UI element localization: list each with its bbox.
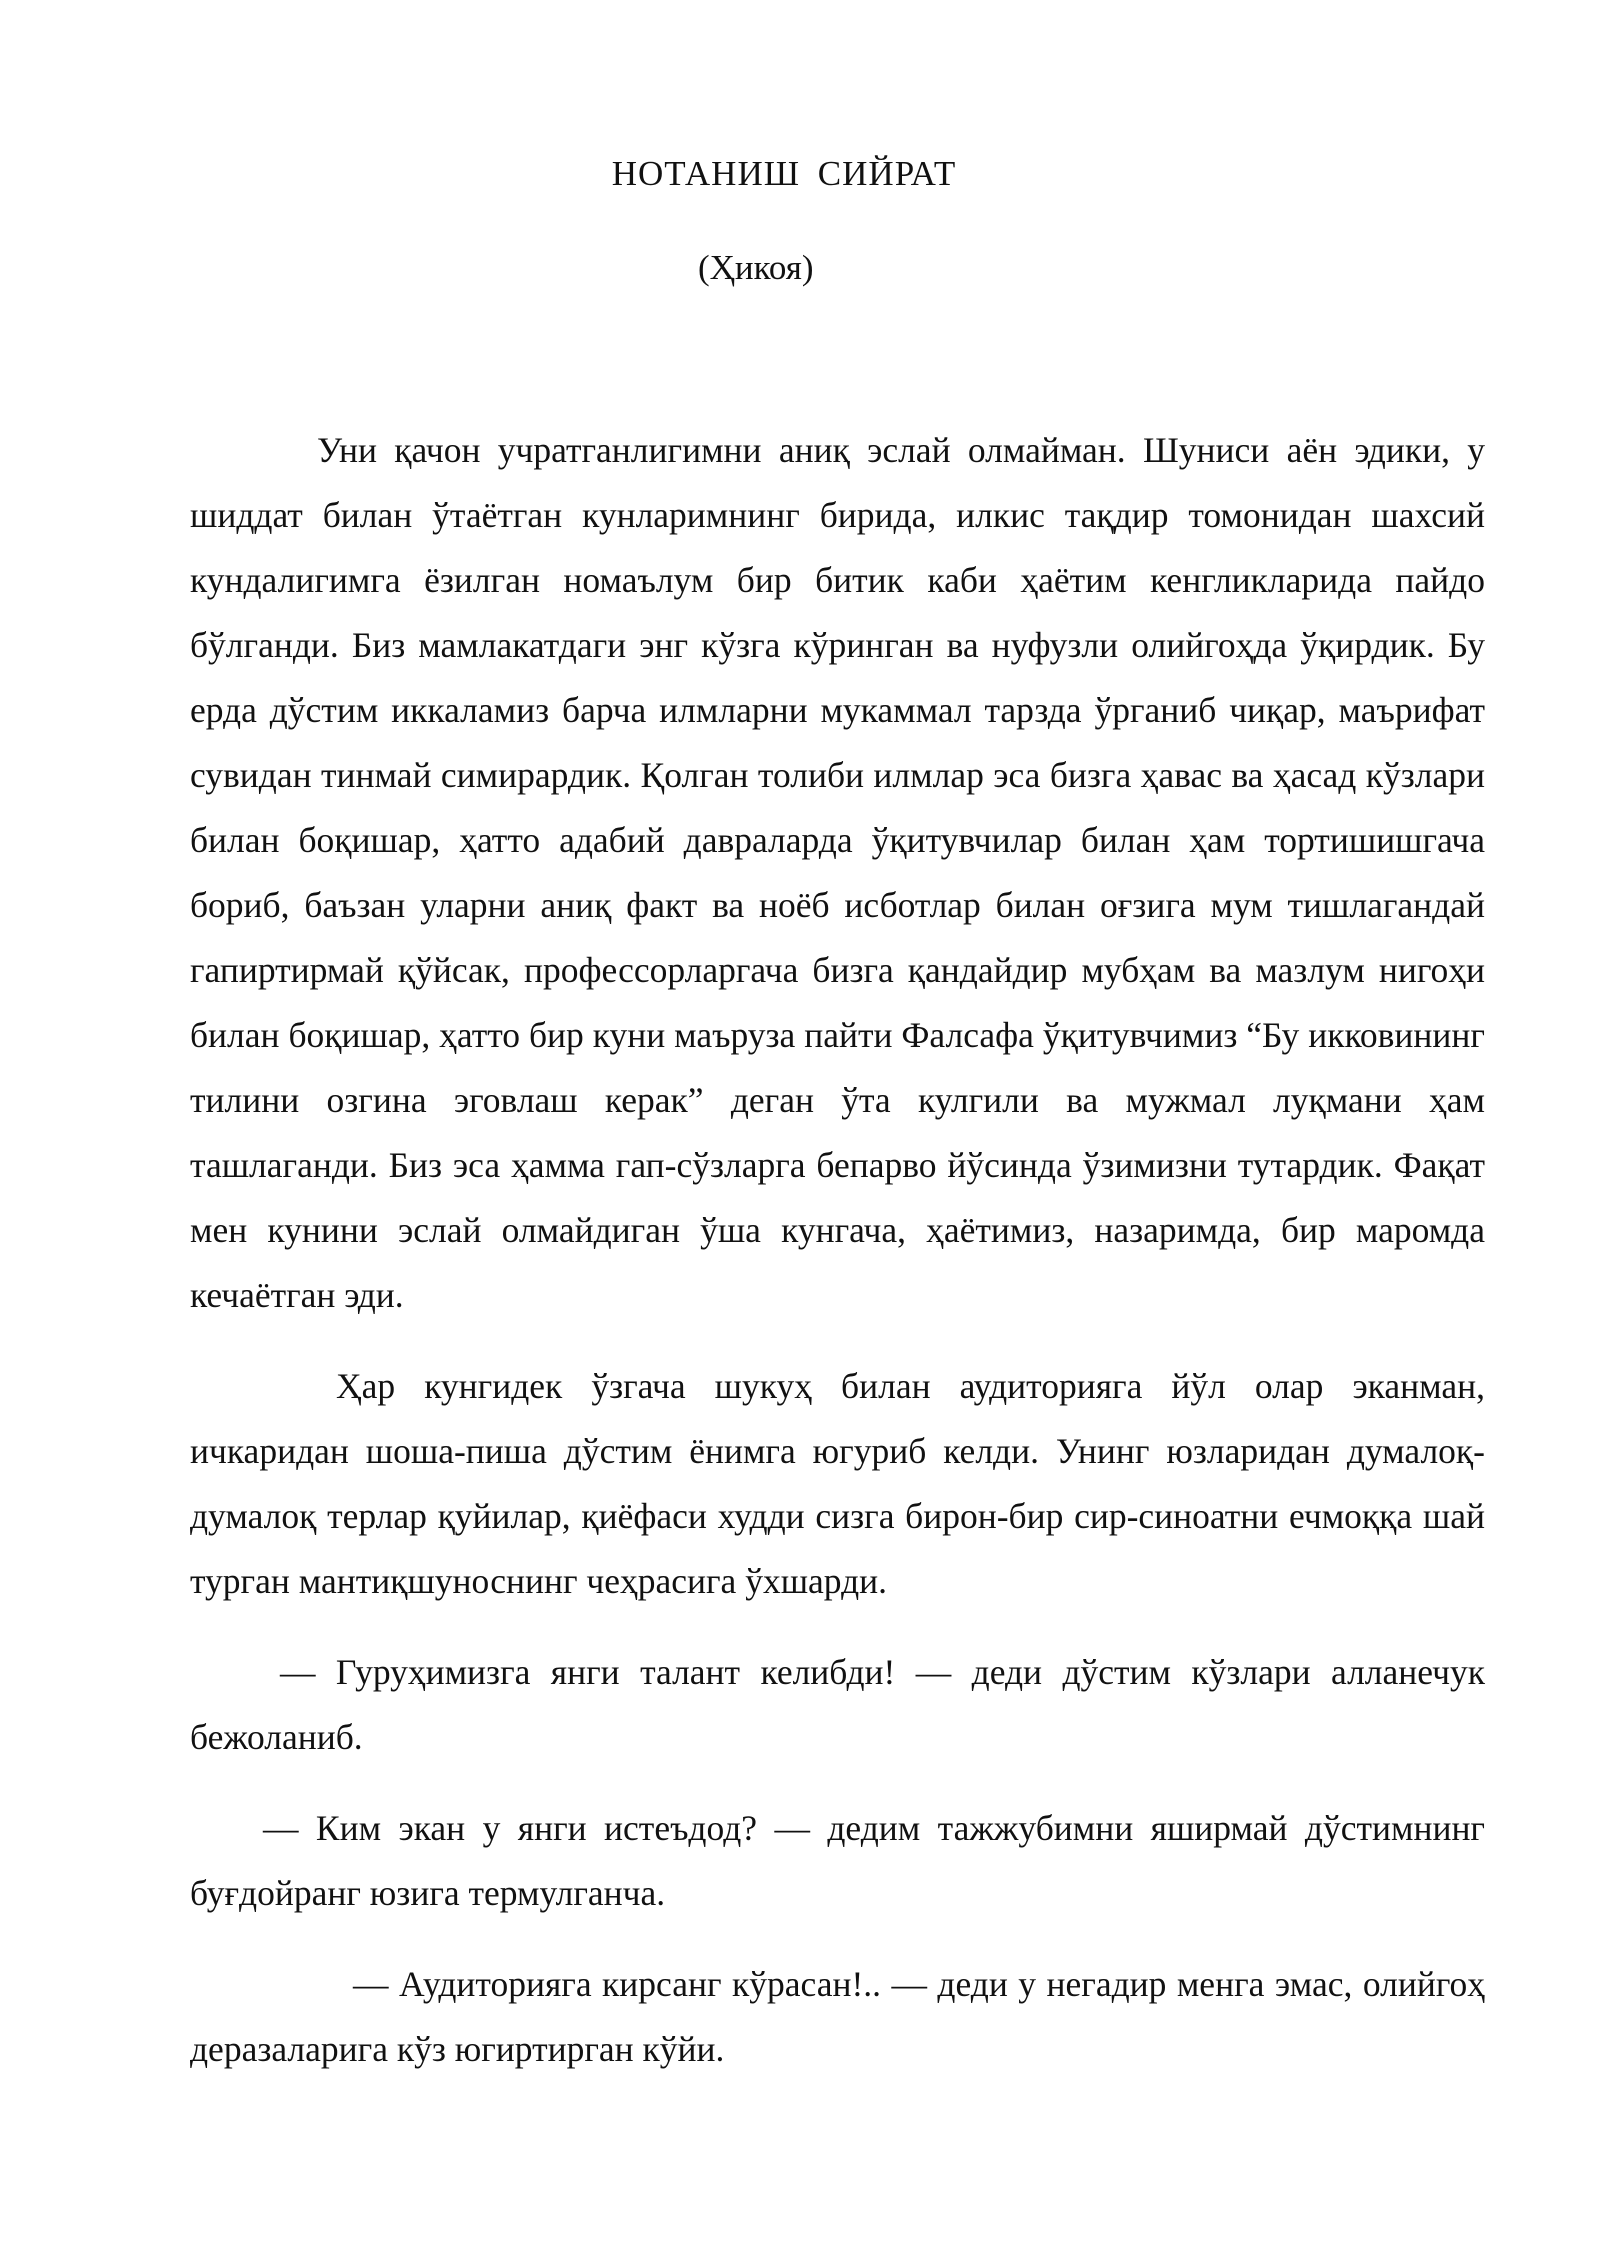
dialogue-line: — Гуруҳимизга янги талант келибди! — деди дўстим кўзлари алланечук бежоланиб. [190, 1652, 1485, 1757]
paragraph: Уни қачон учратганлигимни аниқ эслай олмайман. Шуниси аён эдики, у шиддат билан ўтаётган кунларимнинг бирида, илкис тақдир томонидан шахсий кундалигимга ёзилган номаълум бир битик каби ҳаётим кенгликларида пайдо бўлганди. Биз мамлакатдаги энг кўзга кўринган ва нуфузли олийгоҳда ўқирдик. Бу ерда дўстим иккаламиз барча илмларни мукаммал тарзда ўрганиб чиқар, маърифат сувидан тинмай симирардик. Қолган толиби илмлар эса бизга ҳавас ва ҳасад кўзлари билан боқишар, ҳатто адабий давраларда ўқитувчилар билан ҳам тортишишгача бориб, баъзан уларни аниқ факт ва ноёб исботлар билан оғзига мум тишлагандай гапиртирмай қўйсак, профессорларгача бизга қандайдир мубҳам ва мазлум нигоҳи билан боқишар, ҳатто бир куни маъруза пайти Фалсафа ўқитувчимиз “Бу икковининг тилини озгина эговлаш керак” деган ўта кулгили ва мужмал луқмани ҳам ташлаганди. Биз эса ҳамма гап-сўзларга бепарво йўсинда ўзимизни тутардик. Фақат мен кунини эслай олмайдиган ўша кунгача, ҳаётимиз, назаримда, бир маромда кечаётган эди. [190, 430, 1485, 1315]
document-body [190, 418, 1485, 2082]
document-title: НОТАНИШ СИЙРАТ [611, 154, 957, 193]
dialogue-line: — Ким экан у янги истеъдод? — дедим тажжубимни яширмай дўстимнинг буғдойранг юзига термулганча. [190, 1808, 1485, 1913]
dialogue-line: — Аудиторияга кирсанг кўрасан!.. — деди у негадир менга эмас, олийгоҳ деразаларига кўз югиртирган кўйи. [190, 1964, 1485, 2069]
document-subtitle: (Ҳикоя) [698, 248, 814, 287]
paragraph: Ҳар кунгидек ўзгача шукуҳ билан аудиторияга йўл олар эканман, ичкаридан шоша-пиша дўстим ёнимга югуриб келди. Унинг юзларидан думалоқ-думалоқ терлар қуйилар, қиёфаси худди сизга бирон-бир сир-синоатни ечмоққа шай турган мантиқшуноснинг чеҳрасига ўхшарди. [190, 1366, 1485, 1601]
